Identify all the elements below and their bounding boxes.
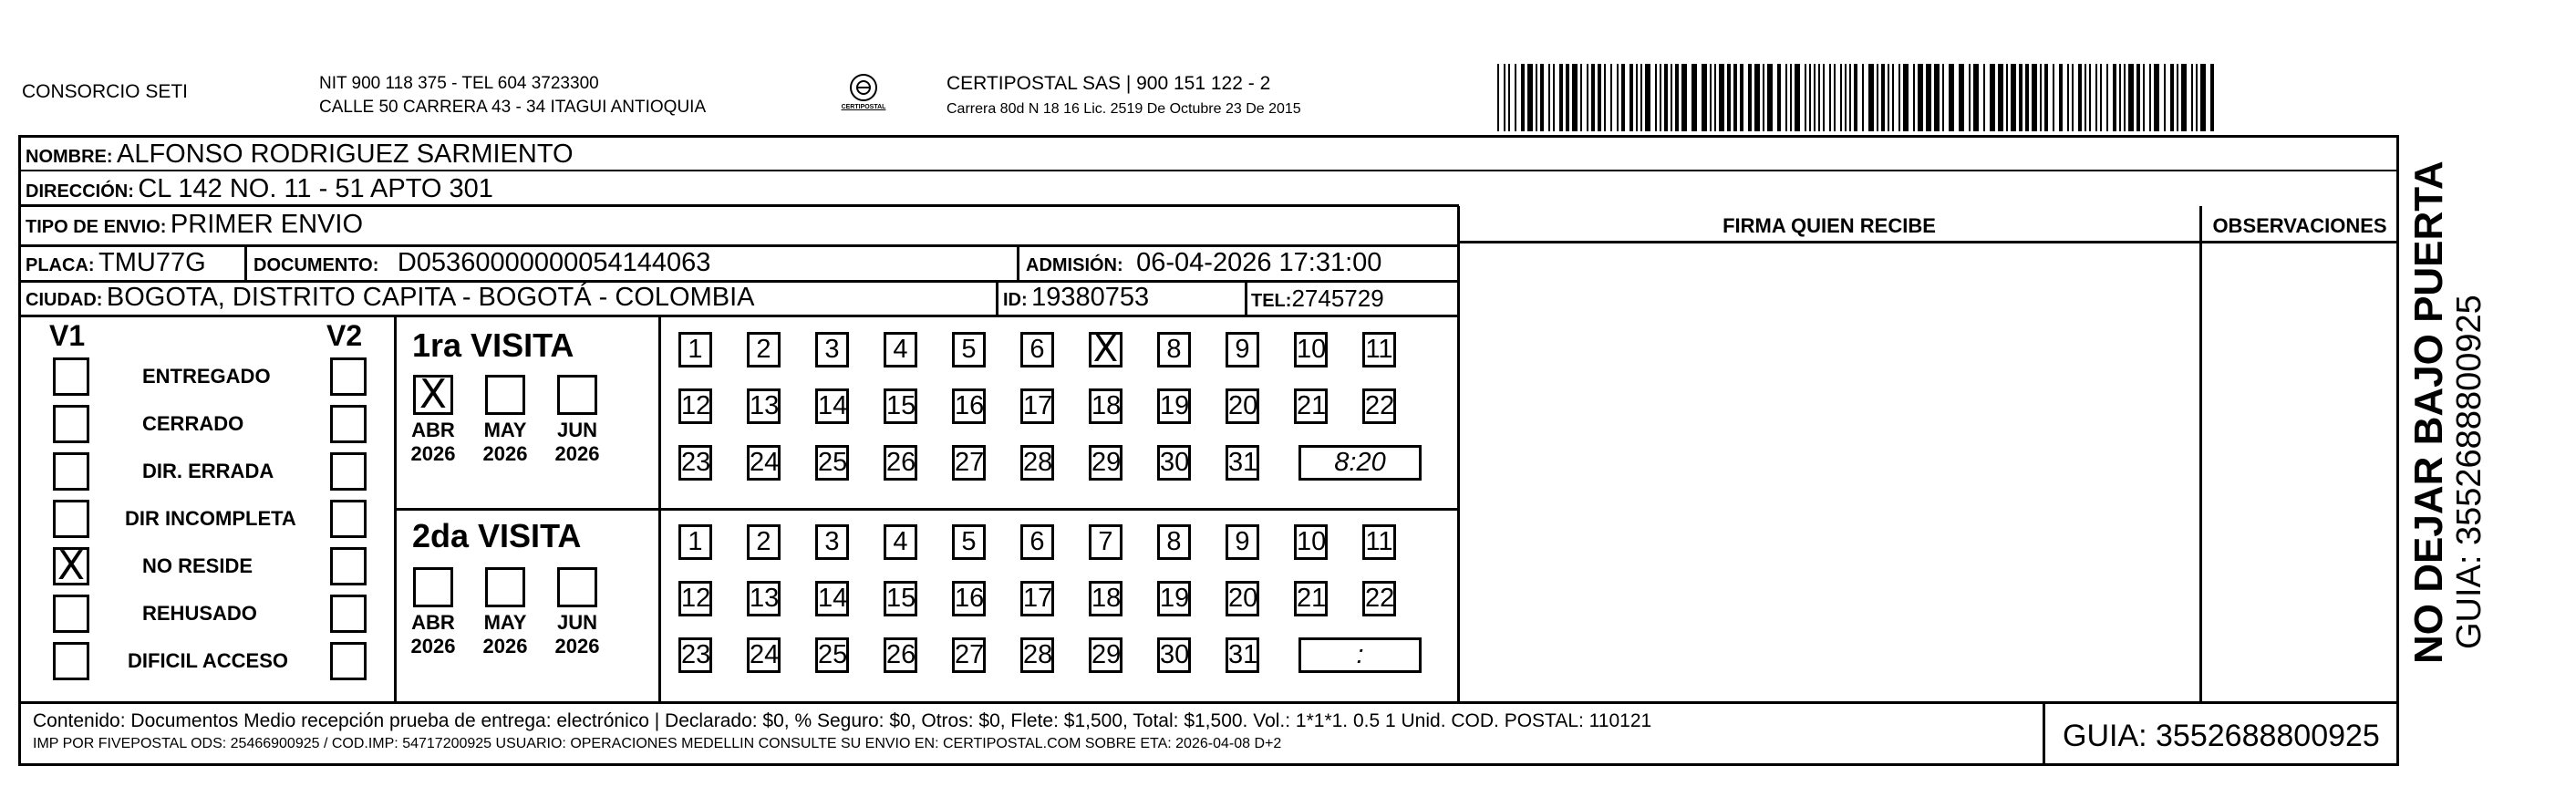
day-box[interactable]: 1: [678, 332, 712, 367]
v2-checkbox[interactable]: [330, 500, 367, 538]
day-box[interactable]: 27: [952, 445, 986, 481]
column-divider: [2043, 703, 2045, 766]
day-box[interactable]: 20: [1226, 388, 1259, 424]
day-box[interactable]: 28: [1020, 445, 1054, 481]
barcode-bar: [1508, 64, 1510, 131]
barcode-bar: [1580, 64, 1582, 131]
month-label: JUN 2026: [554, 611, 600, 657]
contenido-line: Contenido: Documentos Medio recepción prueba de entrega: electrónico | Declarado: $0, % Seguro: $0, Otros: $0, Flete: $1,500, Total: $1,500. Vol.: 1*1*1. 0.5 1 Unid. COD. POSTAL: 110121: [33, 710, 1652, 731]
day-box[interactable]: 4: [884, 524, 917, 560]
barcode-bar: [1959, 64, 1964, 131]
barcode-bar: [1591, 64, 1595, 131]
month-checkbox[interactable]: [485, 567, 525, 607]
day-box[interactable]: 24: [747, 445, 781, 481]
barcode-bar: [1548, 64, 1550, 131]
barcode-bar: [1504, 64, 1505, 131]
day-box[interactable]: 25: [815, 637, 849, 673]
barcode-bar: [2128, 64, 2134, 131]
barcode-bar: [2019, 64, 2023, 131]
barcode-bar: [1645, 64, 1650, 131]
nit-line: NIT 900 118 375 - TEL 604 3723300: [319, 74, 599, 93]
barcode-bar: [1740, 64, 1743, 131]
barcode-bar: [1854, 64, 1857, 131]
barcode-bar: [1913, 64, 1915, 131]
day-box[interactable]: 21: [1294, 581, 1328, 616]
cell-divider: [1245, 282, 1247, 316]
day-box[interactable]: 18: [1089, 388, 1122, 424]
v1-checkbox[interactable]: [53, 500, 89, 538]
barcode-bar: [1881, 64, 1885, 131]
nombre-row: [26, 140, 574, 170]
barcode-bar: [1840, 64, 1842, 131]
v1-checkbox[interactable]: [53, 405, 89, 443]
barcode-bar: [1795, 64, 1800, 131]
imp-line: IMP POR FIVEPOSTAL ODS: 25466900925 / COD.IMP: 54717200925 USUARIO: OPERACIONES MEDELLIN CONSULTE SU ENVIO EN: CERTIPOSTAL.COM SOBRE ETA: 2026-04-08 D+2: [33, 736, 1282, 751]
barcode-bar: [2006, 64, 2008, 131]
day-box[interactable]: 15: [884, 581, 917, 616]
day-box[interactable]: 3: [815, 524, 849, 560]
day-box[interactable]: 5: [952, 524, 986, 560]
no-dejar-bajo-puerta: NO DEJAR BAJO PUERTA: [2406, 160, 2451, 664]
column-divider: [658, 316, 661, 701]
direccion-value: CL 142 NO. 11 - 51 APTO 301: [138, 174, 493, 203]
signature-area[interactable]: [1460, 243, 2199, 701]
day-box[interactable]: 25: [815, 445, 849, 481]
barcode-bar: [1636, 64, 1638, 131]
barcode-bar: [2095, 64, 2097, 131]
row-divider: [394, 508, 1458, 511]
id-row: [1003, 283, 1149, 313]
direccion-row: [26, 174, 493, 204]
day-box[interactable]: 2: [747, 524, 781, 560]
day-box[interactable]: 10: [1294, 524, 1328, 560]
month-checkbox[interactable]: [557, 375, 597, 415]
day-box[interactable]: 4: [884, 332, 917, 367]
barcode-bar: [1664, 64, 1668, 131]
barcode-bar: [2011, 64, 2016, 131]
barcode-bar: [1845, 64, 1847, 131]
day-box[interactable]: 29: [1089, 445, 1122, 481]
day-box[interactable]: 23: [678, 637, 712, 673]
barcode-bar: [2072, 64, 2074, 131]
footer-guia: GUIA: 3552688800925: [2063, 719, 2380, 753]
barcode-bar: [2136, 64, 2140, 131]
barcode: [1497, 64, 2227, 131]
barcode-bar: [2085, 64, 2086, 131]
barcode-bar: [1640, 64, 1642, 131]
status-label: DIFICIL ACCESO: [128, 649, 289, 672]
barcode-bar: [1892, 64, 1894, 131]
barcode-bar: [1527, 64, 1533, 131]
barcode-bar: [2119, 64, 2121, 131]
barcode-bar: [2154, 64, 2159, 131]
barcode-bar: [1714, 64, 1716, 131]
month-label: ABR 2026: [410, 419, 456, 465]
v2-checkbox[interactable]: [330, 642, 367, 680]
admision-value: 06-04-2026 17:31:00: [1136, 248, 1382, 277]
day-box[interactable]: 12: [678, 388, 712, 424]
barcode-bar: [1604, 64, 1606, 131]
day-box[interactable]: 9: [1226, 332, 1259, 367]
barcode-bar: [1572, 64, 1578, 131]
tel-label: TEL:: [1251, 291, 1292, 311]
barcode-bar: [2078, 64, 2082, 131]
barcode-bar: [1934, 64, 1940, 131]
barcode-bar: [2040, 64, 2042, 131]
barcode-bar: [1983, 64, 1985, 131]
certipostal-logo-icon: [832, 69, 895, 115]
barcode-bar: [1888, 64, 1889, 131]
barcode-bar: [2025, 64, 2029, 131]
day-box[interactable]: 24: [747, 637, 781, 673]
v2-checkbox[interactable]: [330, 357, 367, 396]
day-box[interactable]: 14: [815, 388, 849, 424]
tel-row: [1251, 285, 1384, 313]
barcode-bar: [2181, 64, 2187, 131]
company-name: CONSORCIO SETI: [22, 81, 189, 102]
day-box[interactable]: X: [1089, 332, 1122, 367]
day-box[interactable]: 12: [678, 581, 712, 616]
barcode-bar: [1918, 64, 1923, 131]
day-box[interactable]: 30: [1157, 445, 1191, 481]
v1-checkbox[interactable]: [53, 543, 89, 589]
barcode-bar: [1814, 64, 1816, 131]
v2-checkbox[interactable]: [330, 547, 367, 585]
barcode-bar: [1536, 64, 1537, 131]
second-visit-title: 2da VISITA: [412, 517, 582, 554]
barcode-bar: [2177, 64, 2178, 131]
documento-label: DOCUMENTO:: [253, 255, 379, 275]
v1-checkbox[interactable]: [53, 642, 89, 680]
barcode-bar: [1942, 64, 1944, 131]
barcode-bar: [1497, 64, 1499, 131]
tipo-value: PRIMER ENVIO: [170, 210, 364, 239]
status-label: REHUSADO: [142, 602, 257, 625]
v1-checkbox[interactable]: [53, 595, 89, 633]
day-box[interactable]: 3: [815, 332, 849, 367]
month-label: MAY 2026: [482, 611, 528, 657]
barcode-bar: [1702, 64, 1707, 131]
barcode-bar: [1849, 64, 1851, 131]
barcode-bar: [1868, 64, 1874, 131]
admision-label: ADMISIÓN:: [1026, 255, 1123, 275]
row-divider: [18, 315, 1459, 317]
documento-row: [253, 248, 710, 278]
status-label: CERRADO: [142, 412, 244, 435]
placa-row: [26, 248, 206, 278]
barcode-bar: [1521, 64, 1525, 131]
day-box[interactable]: 22: [1362, 388, 1396, 424]
handwritten-x-mark: X: [57, 543, 86, 589]
barcode-bar: [1903, 64, 1909, 131]
ciudad-value: BOGOTA, DISTRITO CAPITA - BOGOTÁ - COLOMBIA: [106, 283, 755, 312]
barcode-bar: [2032, 64, 2037, 131]
barcode-bar: [1681, 64, 1687, 131]
day-box[interactable]: 27: [952, 637, 986, 673]
documento-value: D05360000000054144063: [397, 248, 711, 277]
barcode-bar: [1629, 64, 1633, 131]
day-box[interactable]: 13: [747, 388, 781, 424]
v2-checkbox[interactable]: [330, 405, 367, 443]
barcode-bar: [2100, 64, 2102, 131]
status-label: DIR INCOMPLETA: [125, 507, 296, 530]
barcode-bar: [2170, 64, 2174, 131]
barcode-bar: [1898, 64, 1900, 131]
day-box[interactable]: 8: [1157, 524, 1191, 560]
barcode-bar: [2113, 64, 2116, 131]
barcode-bar: [1671, 64, 1672, 131]
cell-divider: [1017, 246, 1019, 280]
placa-label: PLACA:: [26, 255, 95, 275]
day-box[interactable]: 9: [1226, 524, 1259, 560]
side-guia: GUIA: 3552688800925: [2450, 295, 2488, 649]
first-visit-title: 1ra VISITA: [412, 326, 574, 364]
barcode-bar: [2200, 64, 2206, 131]
barcode-bar: [1969, 64, 1971, 131]
side-text: [2407, 160, 2488, 664]
day-box[interactable]: 18: [1089, 581, 1122, 616]
month-label: JUN 2026: [554, 419, 600, 465]
cell-divider: [244, 246, 247, 280]
barcode-bar: [1566, 64, 1569, 131]
day-box[interactable]: 5: [952, 332, 986, 367]
barcode-bar: [1559, 64, 1563, 131]
v2-checkbox[interactable]: [330, 595, 367, 633]
row-divider: [18, 204, 1459, 207]
direccion-label: DIRECCIÓN:: [26, 181, 134, 202]
day-box[interactable]: 10: [1294, 332, 1328, 367]
day-box[interactable]: 16: [952, 581, 986, 616]
barcode-bar: [1610, 64, 1612, 131]
day-box[interactable]: 2: [747, 332, 781, 367]
barcode-bar: [1754, 64, 1760, 131]
barcode-bar: [1655, 64, 1657, 131]
barcode-bar: [1790, 64, 1792, 131]
firma-header: FIRMA QUIEN RECIBE: [1723, 214, 1936, 237]
day-box[interactable]: 26: [884, 637, 917, 673]
barcode-bar: [2067, 64, 2069, 131]
day-box[interactable]: 17: [1020, 388, 1054, 424]
barcode-bar: [1587, 64, 1588, 131]
barcode-bar: [1862, 64, 1864, 131]
day-box[interactable]: 16: [952, 388, 986, 424]
ciudad-row: [26, 283, 754, 313]
month-checkbox[interactable]: [413, 567, 453, 607]
license-line: Carrera 80d N 18 16 Lic. 2519 De Octubre 23 De 2015: [947, 101, 1301, 117]
barcode-bar: [1998, 64, 2003, 131]
barcode-bar: [1719, 64, 1724, 131]
day-box[interactable]: 29: [1089, 637, 1122, 673]
day-box[interactable]: 6: [1020, 524, 1054, 560]
month-checkbox[interactable]: [557, 567, 597, 607]
day-box[interactable]: 8: [1157, 332, 1191, 367]
column-divider: [2396, 135, 2399, 766]
month-label: ABR 2026: [410, 611, 456, 657]
day-box[interactable]: 31: [1226, 445, 1259, 481]
barcode-bar: [2106, 64, 2108, 131]
barcode-bar: [1834, 64, 1836, 131]
barcode-bar: [1733, 64, 1737, 131]
barcode-bar: [1598, 64, 1601, 131]
barcode-bar: [1691, 64, 1697, 131]
status-label: NO RESIDE: [142, 554, 253, 577]
barcode-bar: [1829, 64, 1831, 131]
day-box[interactable]: 30: [1157, 637, 1191, 673]
tipo-label: TIPO DE ENVIO:: [26, 217, 167, 237]
barcode-bar: [1710, 64, 1712, 131]
barcode-bar: [1675, 64, 1679, 131]
v1-checkbox[interactable]: [53, 452, 89, 491]
barcode-bar: [1818, 64, 1820, 131]
placa-value: TMU77G: [98, 248, 206, 277]
admision-row: [1026, 248, 1381, 278]
barcode-bar: [1767, 64, 1773, 131]
address-line: CALLE 50 CARRERA 43 - 34 ITAGUI ANTIOQUIA: [319, 98, 707, 117]
barcode-bar: [1617, 64, 1619, 131]
day-box[interactable]: 20: [1226, 581, 1259, 616]
barcode-bar: [1660, 64, 1661, 131]
barcode-bar: [2191, 64, 2193, 131]
month-label: MAY 2026: [482, 419, 528, 465]
day-box[interactable]: 14: [815, 581, 849, 616]
barcode-bar: [1777, 64, 1781, 131]
time-box[interactable]: 8:20: [1298, 445, 1422, 481]
day-box[interactable]: 26: [884, 445, 917, 481]
nombre-value: ALFONSO RODRIGUEZ SARMIENTO: [117, 140, 574, 169]
barcode-bar: [2044, 64, 2048, 131]
barcode-bar: [1540, 64, 1544, 131]
day-box[interactable]: 6: [1020, 332, 1054, 367]
day-box[interactable]: 31: [1226, 637, 1259, 673]
day-box[interactable]: 28: [1020, 637, 1054, 673]
barcode-bar: [1823, 64, 1825, 131]
id-value: 19380753: [1031, 283, 1150, 312]
barcode-bar: [1973, 64, 1979, 131]
row-divider: [18, 170, 2399, 171]
day-box[interactable]: 15: [884, 388, 917, 424]
barcode-bar: [1949, 64, 1954, 131]
barcode-bar: [2196, 64, 2198, 131]
certipostal-line: CERTIPOSTAL SAS | 900 151 122 - 2: [947, 73, 1271, 94]
barcode-bar: [2210, 64, 2214, 131]
status-label: ENTREGADO: [142, 365, 271, 388]
ciudad-label: CIUDAD:: [26, 290, 103, 310]
v2-label: V2: [326, 319, 363, 352]
day-box[interactable]: 1: [678, 524, 712, 560]
barcode-bar: [2059, 64, 2063, 131]
day-box[interactable]: 13: [747, 581, 781, 616]
barcode-bar: [2124, 64, 2126, 131]
barcode-bar: [1763, 64, 1764, 131]
tipo-row: [26, 210, 363, 240]
day-box[interactable]: 17: [1020, 581, 1054, 616]
barcode-bar: [1990, 64, 1995, 131]
logo-text: CERTIPOSTAL: [841, 104, 886, 110]
v1-label: V1: [49, 319, 86, 352]
tel-value: 2745729: [1291, 285, 1384, 312]
id-label: ID:: [1003, 290, 1028, 310]
cell-divider: [996, 282, 998, 316]
month-checkbox[interactable]: [413, 371, 453, 418]
barcode-bar: [2143, 64, 2145, 131]
barcode-bar: [1727, 64, 1731, 131]
day-box[interactable]: 11: [1362, 524, 1396, 560]
handwritten-x-mark: X: [419, 371, 448, 418]
v1-checkbox[interactable]: [53, 357, 89, 396]
nombre-label: NOMBRE:: [26, 147, 113, 167]
time-box[interactable]: :: [1298, 637, 1422, 673]
month-checkbox[interactable]: [485, 375, 525, 415]
barcode-bar: [2089, 64, 2091, 131]
day-box[interactable]: 21: [1294, 388, 1328, 424]
barcode-bar: [1926, 64, 1931, 131]
day-box[interactable]: 23: [678, 445, 712, 481]
barcode-bar: [2053, 64, 2054, 131]
barcode-bar: [1621, 64, 1625, 131]
barcode-bar: [2164, 64, 2166, 131]
row-divider: [18, 244, 1459, 247]
day-box[interactable]: 19: [1157, 388, 1191, 424]
barcode-bar: [1785, 64, 1787, 131]
barcode-bar: [1748, 64, 1752, 131]
barcode-bar: [1553, 64, 1555, 131]
observaciones-header: OBSERVACIONES: [2212, 214, 2387, 237]
day-box[interactable]: 11: [1362, 332, 1396, 367]
barcode-bar: [2149, 64, 2151, 131]
v2-checkbox[interactable]: [330, 452, 367, 491]
day-box[interactable]: 7: [1089, 524, 1122, 560]
barcode-bar: [1515, 64, 1516, 131]
barcode-bar: [1805, 64, 1806, 131]
day-box[interactable]: 22: [1362, 581, 1396, 616]
barcode-bar: [1877, 64, 1878, 131]
barcode-bar: [1809, 64, 1811, 131]
day-box[interactable]: 19: [1157, 581, 1191, 616]
observaciones-area[interactable]: [2202, 243, 2396, 701]
status-label: DIR. ERRADA: [142, 460, 274, 482]
